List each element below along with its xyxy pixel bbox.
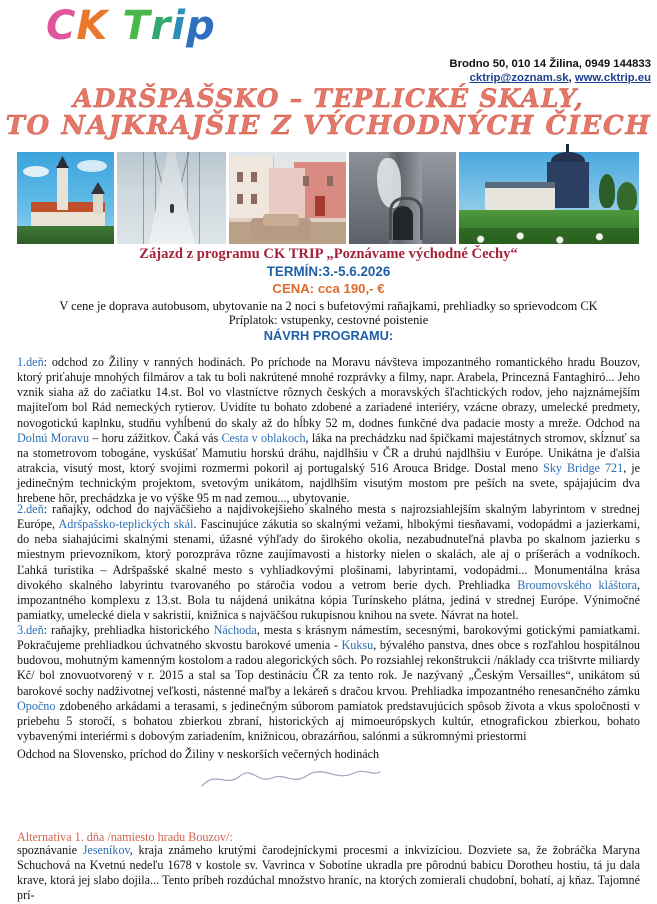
- logo-space: [108, 6, 122, 46]
- alternative-heading-text: Alternativa 1. dňa /namiesto hradu Bouzov/:: [17, 830, 233, 845]
- day-1-text-d: , je jedinečným technickým projektom, svetovým unikátom, najdlhším visutým mostom pre peších na svete, spájajúcim dva hrebene hôr, prechádzka je vo výške 95 m nad zemou..., ubytovanie.: [17, 460, 640, 505]
- suspension-bridge-photo: [117, 152, 226, 244]
- tour-date-line: [0, 264, 657, 279]
- tour-price-line: CENA: cca 190,- €: [272, 281, 385, 296]
- logo-letter-r: r: [150, 3, 172, 49]
- ck-trip-logo: [46, 3, 216, 49]
- logo-letter-p: p: [186, 3, 216, 49]
- logo-letter-c: C: [46, 3, 77, 49]
- email-link[interactable]: cktrip@zoznam.sk: [469, 72, 569, 85]
- page-title-line-1: ADRŠPAŠSKO – TEPLICKÉ SKALY,: [73, 84, 584, 113]
- photo-strip: [17, 152, 639, 244]
- contact-block: [221, 57, 651, 86]
- website-link[interactable]: www.cktrip.eu: [574, 72, 651, 85]
- price-included-line: V cene je doprava autobusom, ubytovanie na 2 noci s bufetovými raňajkami, prehliadky so sprievodcom CK: [59, 299, 598, 313]
- day-1-label: 1.deň: [17, 355, 44, 370]
- program-day-2-paragraph: [17, 502, 640, 623]
- monastery-courtyard-photo: [229, 152, 346, 244]
- day-2-text-c: , impozantného komplexu z 13.st. Bola tu nájdená unikátna kópia Turínskeho plátna, jediná v strednej Európe. Výnimočné pamiatky, umelecké diela v sakristii, knižnica s najväčšou rukupisnou knihou na svete. Návrat na hotel.: [17, 577, 641, 622]
- day-1-text-c: , láka na prechádzku nad špičkami majestátnych stromov, skĺznuť sa na stometrovom tobogáne, vyskúšať Mamutiu horskú dráhu, najdlhšiu v ČR a druhú najdlhšiu v Európe. Unikátna je ďalšia atrakcia, visutý most, ktorý svojimi rozmermi pokoril aj portugalský 516 Arouca Bridge. Dostal meno: [17, 430, 640, 475]
- link-sky-bridge-721[interactable]: Sky Bridge 721: [543, 460, 624, 475]
- day-3-text-d: zdobeného arkádami a terasami, s jedinečným súborom pamiatok predstavujúcich spôsob života a vkus spoločnosti v priebehu 5 storočí, s bohatou zbierkou zbraní, historických aj mimoeurópskych kultúr, etnografickou zbierkou, bohato vybavenými interiérmi s dobovým zariadením, knižnicou, obrazárňou, salónmi a súkromnými priestormi: [17, 698, 640, 743]
- link-nachod[interactable]: Náchoda: [213, 623, 257, 638]
- page-title-line-2: TO NAJKRAJŠIE Z VÝCHODNÝCH ČIECH: [5, 110, 652, 141]
- price-supplement-line: Príplatok: vstupenky, cestovné poistenie: [228, 313, 429, 327]
- day-3-text-c: , bývalého panstva, dnes obce s rozľahlou hospitálnou budovou, mohutným kamenným kostolom a radou alegorických sôch. Po rozsiahlej rekonštrukcii /náklady cca trištvrte miliardy Kč/ bol znovuotvorený v r. 2015 a stal sa Top destináciu ČR za tento rok. Je nazývaný „Českým Versailles“, unikátom sú barokové sochy nadživotnej veľkosti, nástenné maľby a lekáreň s dračou krvou. Prehliadka impozantného renesančného zámku: [17, 638, 640, 698]
- term-value: 3.-5.6.2026: [322, 264, 391, 279]
- day-2-label: 2.deň: [17, 502, 44, 517]
- program-day-3-paragraph: [17, 623, 640, 744]
- logo-letter-i: i: [171, 3, 187, 49]
- link-jeseniky[interactable]: Jeseníkov: [82, 843, 130, 858]
- rock-formation-photo: [349, 152, 456, 244]
- castle-photo: [17, 152, 114, 244]
- logo-letter-k: K: [76, 3, 109, 49]
- link-dolna-morava[interactable]: Dolnú Moravu: [17, 430, 90, 445]
- hilltop-church-photo: [459, 152, 639, 244]
- day-1-text-b: – horu zážitkov. Čaká vás: [89, 430, 222, 445]
- contact-address: Brodno 50, 010 14 Žilina, 0949 144833: [449, 58, 651, 70]
- program-day-1-paragraph: [17, 355, 640, 506]
- alternative-paragraph: [17, 843, 640, 903]
- return-trip-line: Odchod na Slovensko, príchod do Žiliny v neskorších večerných hodinách: [17, 747, 380, 762]
- link-broumovsky-klastor[interactable]: Broumovského kláštora: [517, 577, 637, 592]
- link-opocno[interactable]: Opočno: [17, 698, 56, 713]
- alternative-text-a: spoznávanie: [17, 843, 83, 858]
- day-2-text-b: . Fascinujúce zákutia so skalnými vežami, hlbokými tiesňavami, vodopádmi a jazierkami, do neba siahajúcimi skalnými stenami, úžasné výhľady do širokého okolia, nezabudnuteľná plavba po skalnom jazierku s miestnym prievozníkom, ktorý porozpráva rôzne zaujímavosti a historky nielen o skalách, ale aj o príšerách a vodníkoch. Ľahká turistika – Adršpašské skalné mesto s vyhliadkovými plošinami, labyrintami, vodopádmi... Monumentálna krása divokého skalného labyrintu tvarovaného po stáročia vodou a vetrom berie dych. Prehliadka: [17, 517, 640, 592]
- day-3-text-b: , mesta s krásnym námestím, secesnými, barokovými gotickými pamiatkami. Pokračujeme prehliadkou úchvatného skvostu barokové umenia -: [17, 623, 640, 653]
- logo-letter-t: T: [122, 3, 151, 49]
- alternative-text-b: , kraja známeho krutými čarodejníckymi procesmi a inkvizíciou. Dozviete sa, že žobráčka Maryna Schuchová na Kvetnú nedeľu 1678 v kostole sv. Vavrinca v Sobotíne ukradla pre pôrodnú babicu Dorotheu hostiu, tá ju dala krave, ktorá jej slabo dojila... Tento príbeh rozdúchal množstvo hraníc, na ktorých zomierali chudobní, bohatí, aj kňaz. Tajomné prí-: [17, 843, 640, 903]
- contact-separator: ,: [568, 72, 575, 85]
- signature-artifact: [196, 766, 386, 792]
- page-title: [0, 86, 657, 140]
- day-3-label: 3.deň: [17, 623, 44, 638]
- tour-program-line: Zájazd z programu CK TRIP „Poznávame východné Čechy“: [139, 246, 518, 262]
- day-1-text-a: : odchod zo Žiliny v ranných hodinách. Po príchode na Moravu návšteva impozantného romantického hradu Bouzov, ktorý priťahuje mnohých filmárov a tak tu boli nakrútené mnohé rozprávky a filmy, napr. Arabela, Princezná Fantaghiró... Jeho vznik siaha až do začiatku 14.st. Bol vo vlastníctve rôznych českých a moravských šľachtických rodov, jeho najznámejším majiteľom bol Rád nemeckých rytierov. Uvidíte tu bohato zdobené a zariadené interiéry, vzácne obrazy, umelecké predmety, novogotickú kaplnku, studňu vyhĺbenú do skaly až do hĺbky 52 m, dodnes funkčné dva padacie mosty a mreže. Odchod na: [17, 355, 640, 430]
- link-cesta-v-oblakoch[interactable]: Cesta v oblakoch: [221, 430, 306, 445]
- link-kuks[interactable]: Kuksu: [341, 638, 374, 653]
- link-adrspassko-teplicke-skaly[interactable]: Adršpašsko-teplických skál: [58, 517, 194, 532]
- term-label: TERMÍN:: [266, 264, 323, 279]
- day-3-text-a: : raňajky, prehliadka historického: [43, 623, 214, 638]
- program-heading: NÁVRH PROGRAMU:: [263, 328, 394, 343]
- day-2-text-a: : raňajky, odchod do najväčšieho a najdivokejšieho skalného mesta s najrozsiahlejším skalným labyrintom v strednej Európe,: [17, 502, 640, 532]
